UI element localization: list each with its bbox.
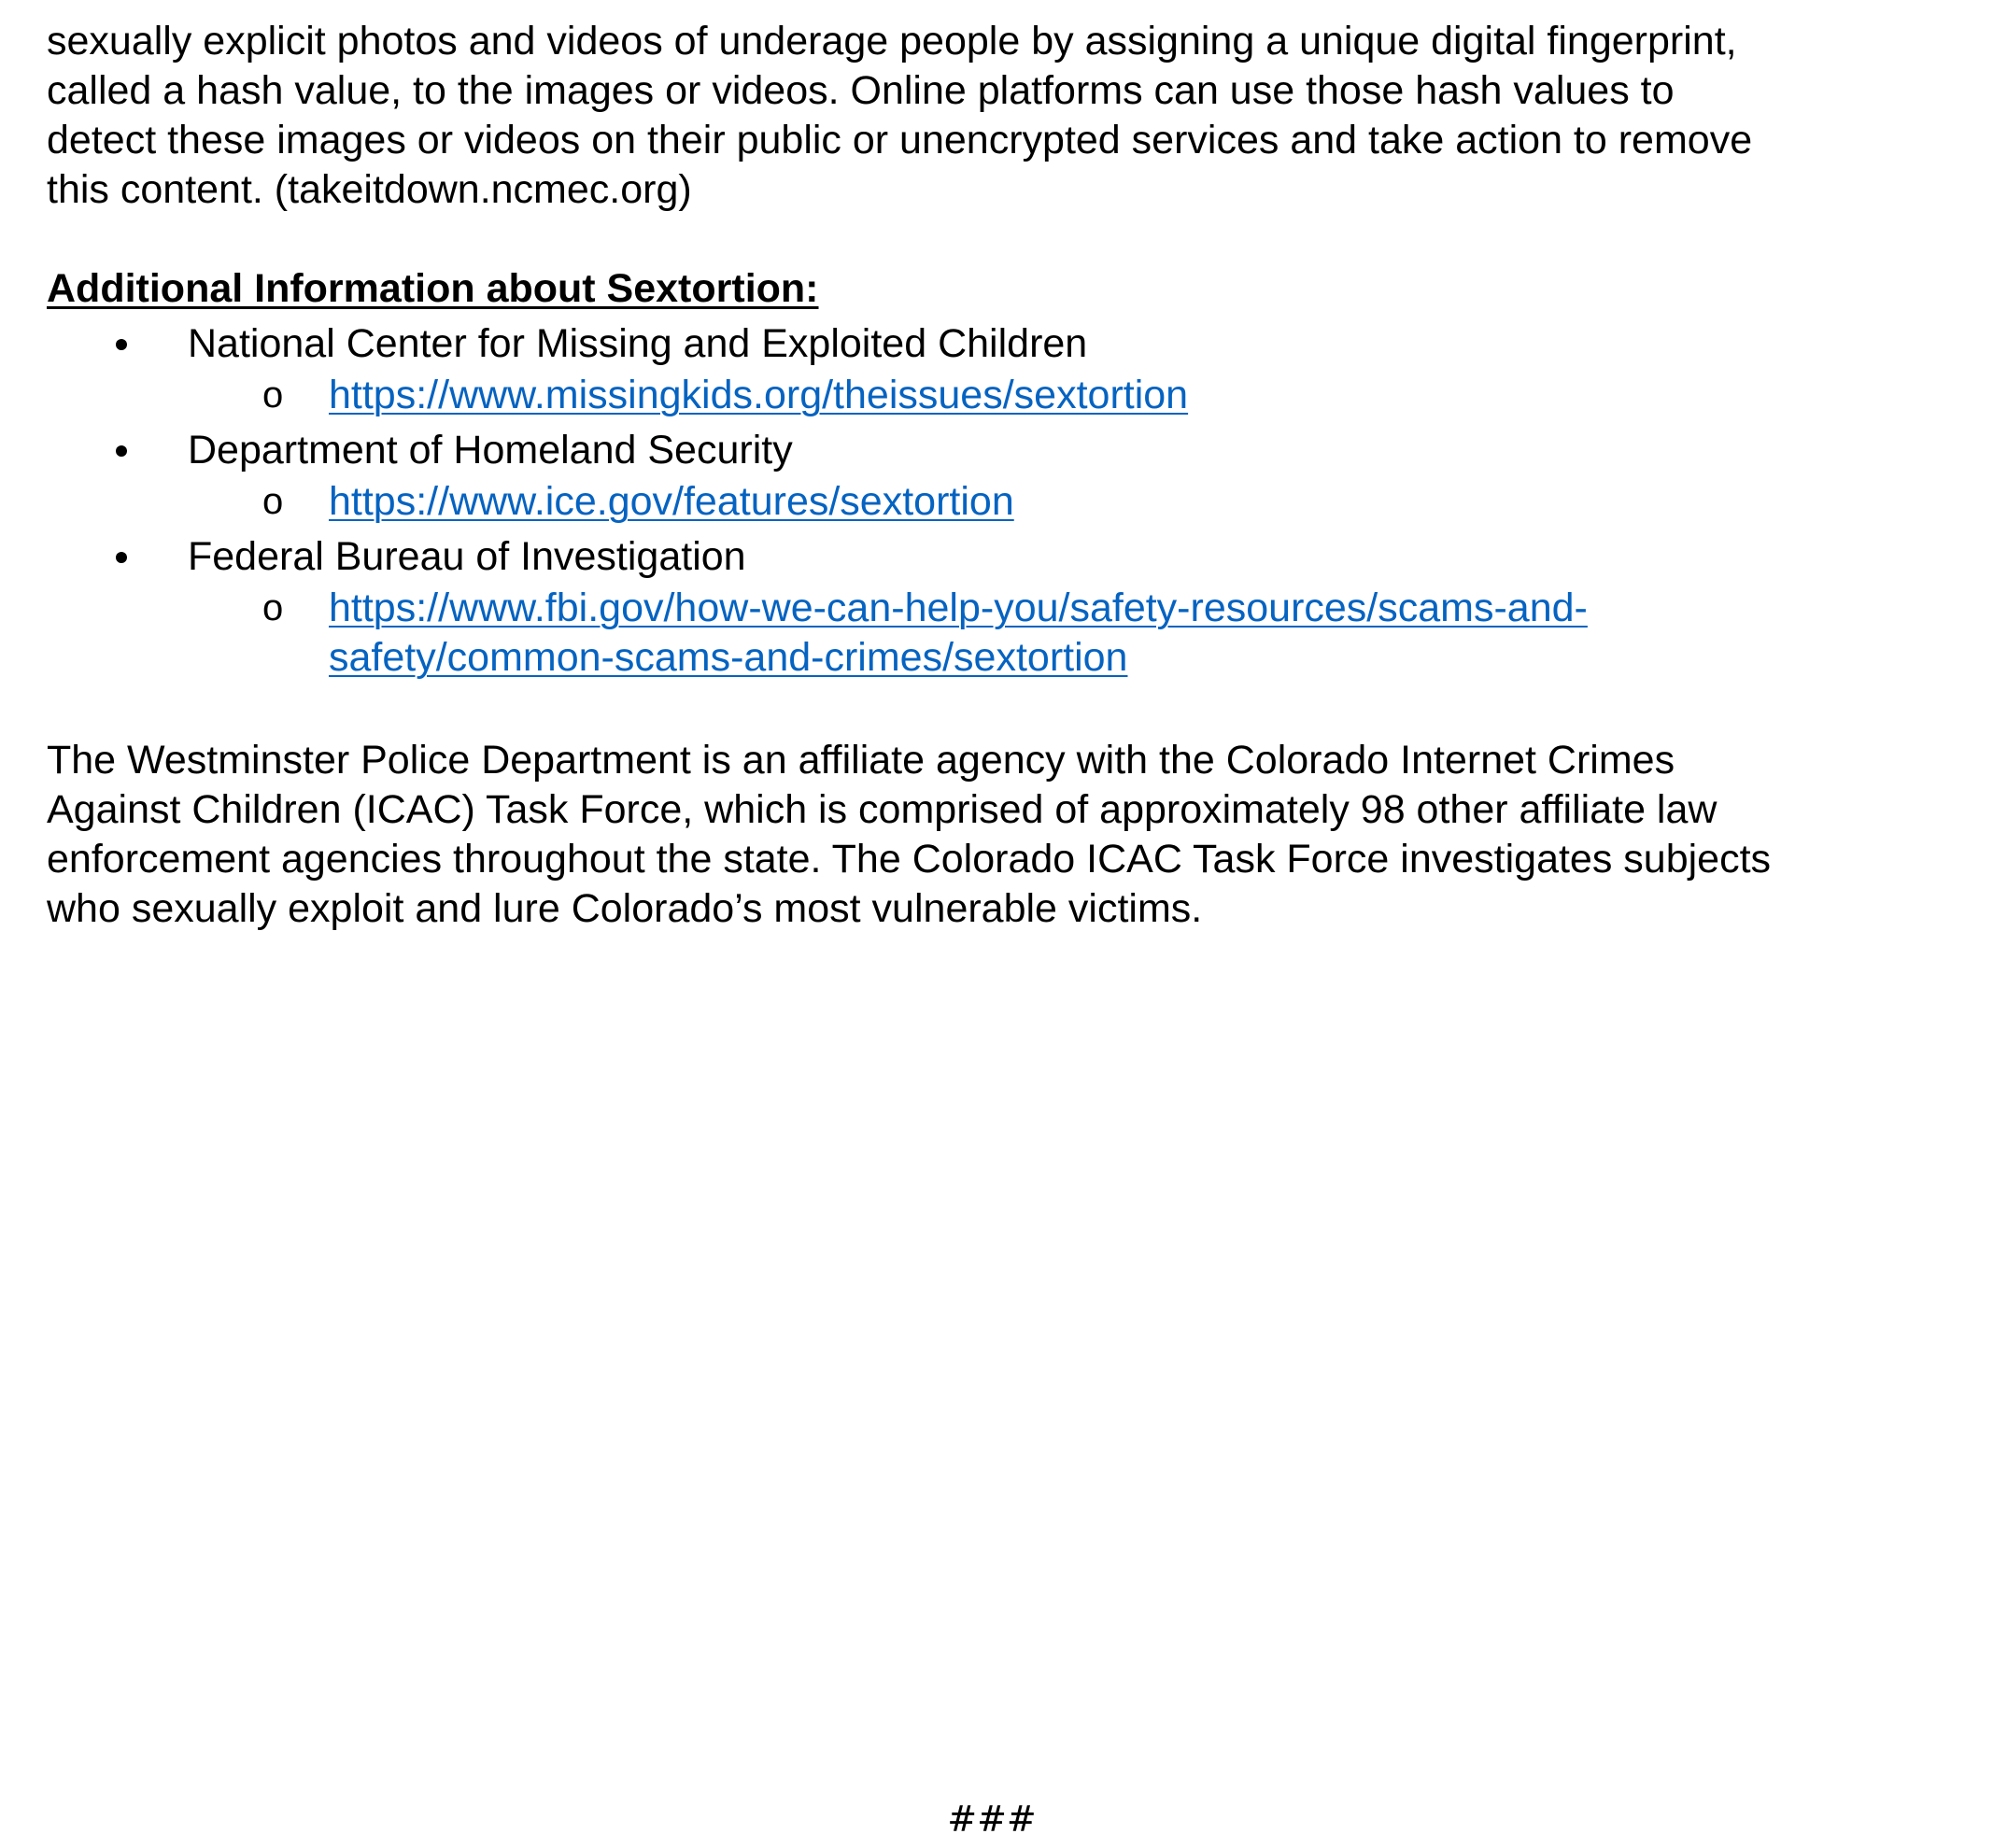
circle-bullet-icon: o (262, 587, 284, 628)
bullet-icon (116, 339, 127, 350)
end-of-release-mark: ### (947, 1799, 1037, 1840)
intro-line: detect these images or videos on their public or unencrypted services and take action to remove (47, 118, 1753, 162)
closing-line: enforcement agencies throughout the state. The Colorado ICAC Task Force investigates subjects (47, 837, 1772, 882)
circle-bullet-icon: o (262, 481, 284, 522)
list-item (47, 532, 1952, 582)
fbi-link-line-2[interactable]: safety/common-scams-and-crimes/sextortion (329, 635, 1128, 680)
agency-name: National Center for Missing and Exploited Children (188, 321, 1088, 366)
intro-line: sexually explicit photos and videos of underage people by assigning a unique digital fingerprint, (47, 19, 1737, 63)
ncmec-link[interactable]: https://www.missingkids.org/theissues/sextortion (329, 373, 1189, 417)
sub-list-item (47, 584, 1952, 683)
closing-line: who sexually exploit and lure Colorado’s most vulnerable victims. (47, 886, 1203, 931)
bullet-icon (116, 552, 127, 563)
closing-paragraph (47, 736, 1952, 934)
sub-list-item (47, 371, 1952, 420)
intro-line: this content. (takeitdown.ncmec.org) (47, 167, 692, 212)
intro-paragraph (47, 17, 1952, 215)
fbi-link-line-1[interactable]: https://www.fbi.gov/how-we-can-help-you/safety-resources/scams-and- (329, 585, 1588, 630)
intro-line: called a hash value, to the images or videos. Online platforms can use those hash values to (47, 68, 1675, 113)
circle-bullet-icon: o (262, 374, 284, 416)
resources-heading: Additional Information about Sextortion: (47, 266, 819, 311)
closing-line: Against Children (ICAC) Task Force, which is comprised of approximately 98 other affiliate law (47, 787, 1717, 832)
dhs-link[interactable]: https://www.ice.gov/features/sextortion (329, 479, 1014, 524)
sub-list-item (47, 477, 1952, 527)
resources-list (47, 319, 1952, 683)
document-page (47, 17, 1952, 934)
agency-name: Department of Homeland Security (188, 428, 793, 473)
agency-name: Federal Bureau of Investigation (188, 534, 746, 579)
bullet-icon (116, 445, 127, 457)
closing-line: The Westminster Police Department is an affiliate agency with the Colorado Internet Crimes (47, 738, 1675, 783)
list-item (47, 319, 1952, 369)
list-item (47, 426, 1952, 475)
